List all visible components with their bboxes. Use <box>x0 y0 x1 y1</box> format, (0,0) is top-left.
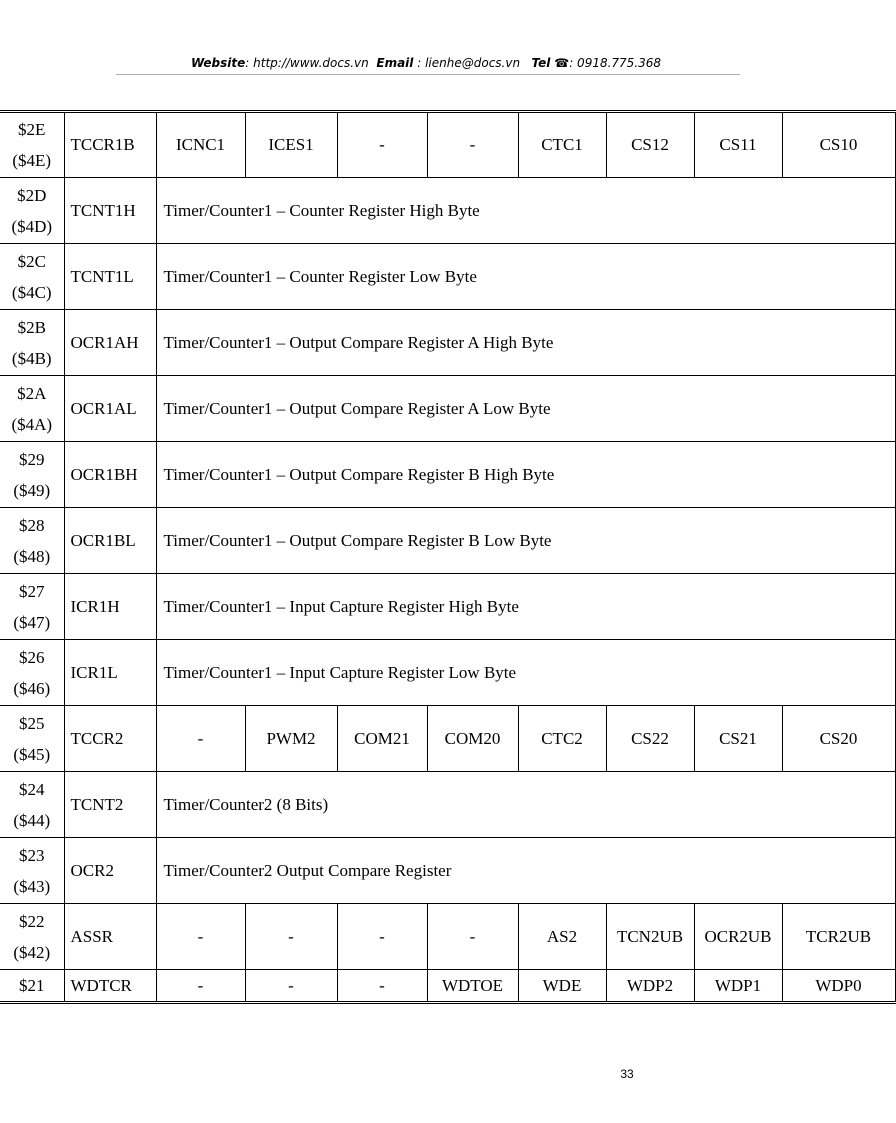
address-cell <box>0 904 64 970</box>
address-io: ($47) <box>13 612 51 632</box>
page-number: 33 <box>620 1067 634 1081</box>
address-hex: $24 <box>19 779 45 799</box>
table-row <box>0 508 895 574</box>
address-cell <box>0 772 64 838</box>
bit-cell: - <box>427 112 518 178</box>
email-label: Email <box>376 56 414 70</box>
register-name-cell: OCR1BL <box>64 508 156 574</box>
address-io: ($4B) <box>11 348 52 368</box>
register-name-cell: TCCR1B <box>64 112 156 178</box>
register-description-cell: Timer/Counter1 – Output Compare Register A High Byte <box>156 310 895 376</box>
address-cell <box>0 838 64 904</box>
bit-cell: ICES1 <box>245 112 337 178</box>
bit-cell: WDP1 <box>694 970 782 1003</box>
address-cell <box>0 706 64 772</box>
bit-cell: CS10 <box>782 112 895 178</box>
register-table-wrapper <box>0 110 872 1005</box>
bit-cell: - <box>427 904 518 970</box>
address-hex: $2E <box>18 120 46 139</box>
table-row <box>0 970 895 1003</box>
bit-cell: AS2 <box>518 904 606 970</box>
register-name-cell: TCCR2 <box>64 706 156 772</box>
table-row <box>0 772 895 838</box>
bit-cell: OCR2UB <box>694 904 782 970</box>
website-label: Website <box>190 56 246 70</box>
address-cell <box>0 310 64 376</box>
table-row <box>0 376 895 442</box>
register-name-cell: OCR1AH <box>64 310 156 376</box>
address-hex: $29 <box>19 449 45 469</box>
register-table-body <box>0 112 895 1003</box>
bit-cell: - <box>156 970 245 1003</box>
tel-value: : 0918.775.368 <box>569 56 662 70</box>
address-hex: $25 <box>19 713 45 733</box>
bit-cell: CS20 <box>782 706 895 772</box>
address-io: ($46) <box>13 678 51 698</box>
bit-cell: - <box>245 970 337 1003</box>
header-rule <box>116 74 740 75</box>
address-cell <box>0 508 64 574</box>
bit-cell: CS11 <box>694 112 782 178</box>
phone-icon: ☎ <box>554 56 570 70</box>
tel-label: Tel <box>531 56 551 70</box>
website-value: : http://www.docs.vn <box>245 56 369 70</box>
address-cell <box>0 970 64 1003</box>
bit-cell: - <box>245 904 337 970</box>
bit-cell: - <box>337 112 427 178</box>
register-name-cell: TCNT2 <box>64 772 156 838</box>
address-io: ($45) <box>13 744 51 764</box>
address-io: ($4E) <box>12 151 52 170</box>
bit-cell: WDP2 <box>606 970 694 1003</box>
address-hex: $21 <box>19 976 45 995</box>
address-io: ($43) <box>13 876 51 896</box>
address-hex: $27 <box>19 581 45 601</box>
bit-cell: ICNC1 <box>156 112 245 178</box>
address-cell <box>0 640 64 706</box>
address-hex: $2B <box>17 317 46 337</box>
bit-cell: WDE <box>518 970 606 1003</box>
address-hex: $26 <box>19 647 45 667</box>
register-description-cell: Timer/Counter1 – Counter Register Low Byte <box>156 244 895 310</box>
bit-cell: CTC2 <box>518 706 606 772</box>
address-io: ($44) <box>13 810 51 830</box>
address-hex: $2A <box>17 383 47 403</box>
bit-cell: TCR2UB <box>782 904 895 970</box>
register-name-cell: TCNT1H <box>64 178 156 244</box>
bit-cell: WDP0 <box>782 970 895 1003</box>
address-io: ($4C) <box>11 282 52 302</box>
address-io: ($49) <box>13 480 51 500</box>
table-row <box>0 904 895 970</box>
table-row <box>0 244 895 310</box>
register-description-cell: Timer/Counter1 – Input Capture Register High Byte <box>156 574 895 640</box>
address-hex: $22 <box>19 911 45 931</box>
bit-cell: COM20 <box>427 706 518 772</box>
address-hex: $23 <box>19 845 45 865</box>
table-row <box>0 574 895 640</box>
table-row <box>0 442 895 508</box>
bit-cell: CS21 <box>694 706 782 772</box>
bit-cell: - <box>156 904 245 970</box>
address-io: ($48) <box>13 546 51 566</box>
table-row <box>0 178 895 244</box>
bit-cell: COM21 <box>337 706 427 772</box>
register-name-cell: ICR1H <box>64 574 156 640</box>
register-table <box>0 110 896 1004</box>
address-io: ($4A) <box>11 414 53 434</box>
address-cell <box>0 178 64 244</box>
bit-cell: CS12 <box>606 112 694 178</box>
page-header <box>0 56 852 70</box>
email-value: : lienhe@docs.vn <box>417 56 521 70</box>
address-cell <box>0 112 64 178</box>
address-cell <box>0 244 64 310</box>
bit-cell: - <box>337 970 427 1003</box>
table-row <box>0 310 895 376</box>
register-description-cell: Timer/Counter1 – Output Compare Register A Low Byte <box>156 376 895 442</box>
address-io: ($4D) <box>11 216 53 236</box>
bit-cell: CTC1 <box>518 112 606 178</box>
address-io: ($42) <box>13 942 51 962</box>
register-name-cell: TCNT1L <box>64 244 156 310</box>
bit-cell: WDTOE <box>427 970 518 1003</box>
address-cell <box>0 376 64 442</box>
register-description-cell: Timer/Counter1 – Output Compare Register B High Byte <box>156 442 895 508</box>
register-description-cell: Timer/Counter1 – Output Compare Register B Low Byte <box>156 508 895 574</box>
address-cell <box>0 442 64 508</box>
register-name-cell: OCR1BH <box>64 442 156 508</box>
register-description-cell: Timer/Counter2 Output Compare Register <box>156 838 895 904</box>
register-name-cell: ICR1L <box>64 640 156 706</box>
register-name-cell: OCR2 <box>64 838 156 904</box>
bit-cell: - <box>156 706 245 772</box>
register-name-cell: WDTCR <box>64 970 156 1003</box>
register-description-cell: Timer/Counter1 – Counter Register High Byte <box>156 178 895 244</box>
table-row <box>0 706 895 772</box>
bit-cell: PWM2 <box>245 706 337 772</box>
register-name-cell: OCR1AL <box>64 376 156 442</box>
register-description-cell: Timer/Counter1 – Input Capture Register Low Byte <box>156 640 895 706</box>
address-hex: $2C <box>17 251 46 271</box>
bit-cell: TCN2UB <box>606 904 694 970</box>
bit-cell: CS22 <box>606 706 694 772</box>
address-cell <box>0 574 64 640</box>
register-name-cell: ASSR <box>64 904 156 970</box>
table-row <box>0 112 895 178</box>
table-row <box>0 838 895 904</box>
register-description-cell: Timer/Counter2 (8 Bits) <box>156 772 895 838</box>
address-hex: $2D <box>17 185 47 205</box>
address-hex: $28 <box>19 515 45 535</box>
bit-cell: - <box>337 904 427 970</box>
table-row <box>0 640 895 706</box>
